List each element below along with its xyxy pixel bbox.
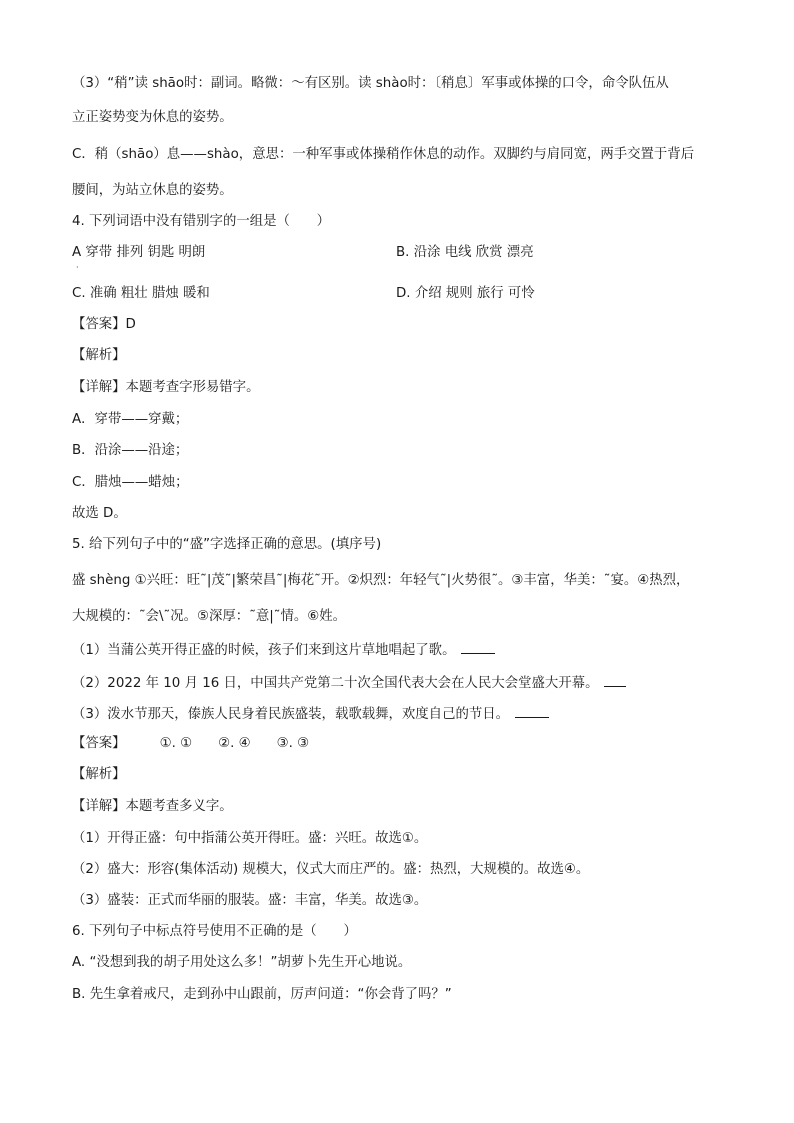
option-c: C. 准确 粗壮 腊烛 暖和 <box>72 286 210 301</box>
sentence-3 <box>72 703 549 725</box>
option-b: B. 沿涂 电线 欣赏 漂亮 <box>396 245 534 260</box>
text-line: 立正姿势变为休息的姿势。 <box>72 110 233 125</box>
answer-5-item-1: ①. ① <box>159 736 193 751</box>
option-6b: B. 先生拿着戒尺，走到孙中山跟前，厉声问道：“你会背了吗？” <box>72 987 452 1002</box>
option-6a: A. “没想到我的胡子用处这么多！”胡萝卜先生开心地说。 <box>72 955 412 970</box>
detail-5: 【详解】本题考查多义字。 <box>72 799 233 814</box>
stray-dot: · <box>76 263 79 272</box>
text-line: （3）“稍”读 shāo时：副词。略微：～有区别。读 shào时：〔稍息〕军事或体操的口令，命令队伍从 <box>72 76 669 91</box>
option-d: D. 介绍 规则 旅行 可怜 <box>396 286 535 301</box>
answer-blank <box>461 639 495 654</box>
detail-5-2: （2）盛大：形容(集体活动) 规模大，仪式大而庄严的。盛：热烈，大规模的。故选④。 <box>72 862 590 877</box>
answer-5-label: 【答案】 <box>72 736 126 751</box>
detail-4: 【详解】本题考查字形易错字。 <box>72 380 260 395</box>
text-line: C．稍（shāo）息——shào，意思：一种军事或体操稍作休息的动作。双脚约与肩同宽，两手交置于背后 <box>72 147 695 162</box>
analysis-5: 【解析】 <box>72 767 126 782</box>
answer-blank <box>604 672 626 687</box>
sentence-2 <box>72 672 626 694</box>
option-a: A 穿带 排列 钥匙 明朗 <box>72 245 206 260</box>
sentence-1-text: （1）当蒲公英开得正盛的时候，孩子们来到这片草地唱起了歌。 <box>72 643 456 658</box>
question-4: 4. 下列词语中没有错别字的一组是（ ） <box>72 214 331 229</box>
question-5: 5. 给下列句子中的“盛”字选择正确的意思。(填序号) <box>72 537 382 552</box>
definition-line-1: 盛 shèng ①兴旺：旺˜|茂˜|繁荣昌˜|梅花˜开。②炽烈：年轻气˜|火势很˜。③丰富，华美：˜宴。④热烈， <box>72 573 690 588</box>
question-6: 6. 下列句子中标点符号使用不正确的是（ ） <box>72 924 357 939</box>
analysis-4: 【解析】 <box>72 348 126 363</box>
sentence-3-text: （3）泼水节那天，傣族人民身着民族盛装，载歌载舞，欢度自己的节日。 <box>72 707 510 722</box>
detail-5-3: （3）盛装：正式而华丽的服装。盛：丰富，华美。故选③。 <box>72 893 428 908</box>
detail-5-1: （1）开得正盛：句中指蒲公英开得旺。盛：兴旺。故选①。 <box>72 831 428 846</box>
detail-4-a: A．穿带——穿戴； <box>72 412 189 427</box>
text-line: 腰间，为站立休息的姿势。 <box>72 183 233 198</box>
definition-line-2: 大规模的：˜会\˜况。⑤深厚：˜意|˜情。⑥姓。 <box>72 609 347 624</box>
answer-5-item-2: ②. ④ <box>218 736 251 751</box>
detail-4-end: 故选 D。 <box>72 506 127 521</box>
sentence-1 <box>72 639 495 661</box>
answer-5 <box>72 734 335 754</box>
answer-blank <box>515 703 549 718</box>
answer-4: 【答案】D <box>72 317 136 332</box>
detail-4-b: B．沿涂——沿途； <box>72 443 189 458</box>
sentence-2-text: （2）2022 年 10 月 16 日，中国共产党第二十次全国代表大会在人民大会堂盛大开幕。 <box>72 676 599 691</box>
answer-5-item-3: ③. ③ <box>276 736 310 751</box>
detail-4-c: C．腊烛——蜡烛； <box>72 475 189 490</box>
